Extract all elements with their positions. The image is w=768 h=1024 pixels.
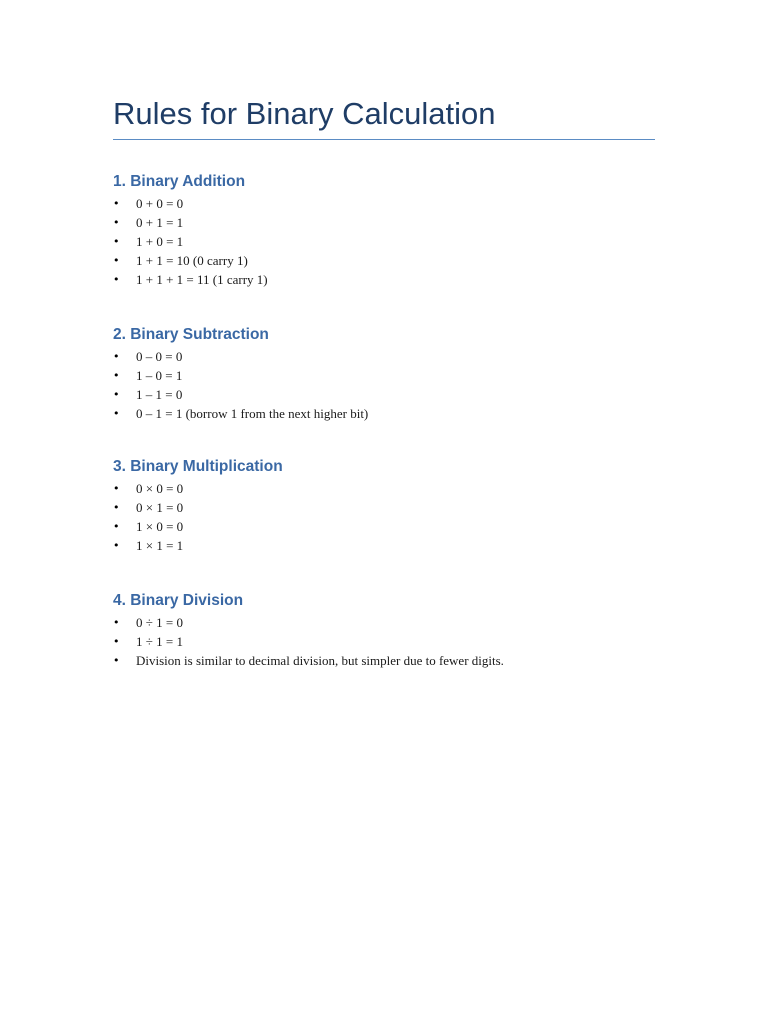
bullet-icon: • bbox=[113, 350, 120, 363]
bullet-icon: • bbox=[113, 654, 120, 667]
bullet-icon: • bbox=[113, 369, 120, 382]
section-heading: 3. Binary Multiplication bbox=[113, 458, 283, 475]
rule-text: 1 × 0 = 0 bbox=[136, 519, 184, 534]
rule-list bbox=[113, 613, 673, 670]
list-item bbox=[113, 194, 673, 213]
bullet-icon: • bbox=[113, 539, 120, 552]
rule-text: 1 ÷ 1 = 1 bbox=[136, 634, 183, 649]
section-binary-division bbox=[113, 591, 673, 670]
list-item bbox=[113, 213, 673, 232]
list-item bbox=[113, 232, 673, 251]
list-item bbox=[113, 270, 673, 289]
rule-text: 1 × 1 = 1 bbox=[136, 538, 184, 553]
rule-text: 0 × 1 = 0 bbox=[136, 500, 184, 515]
list-item bbox=[113, 404, 673, 423]
bullet-icon: • bbox=[113, 235, 120, 248]
rule-text: 0 + 0 = 0 bbox=[136, 196, 184, 211]
bullet-icon: • bbox=[113, 254, 120, 267]
rule-text: 0 – 0 = 0 bbox=[136, 349, 183, 364]
rule-text: 1 – 1 = 0 bbox=[136, 387, 183, 402]
list-item bbox=[113, 347, 673, 366]
rule-text: 0 – 1 = 1 (borrow 1 from the next higher bit) bbox=[136, 406, 369, 421]
rule-text: 1 + 1 = 10 (0 carry 1) bbox=[136, 253, 248, 268]
bullet-icon: • bbox=[113, 407, 120, 420]
bullet-icon: • bbox=[113, 216, 120, 229]
bullet-icon: • bbox=[113, 635, 120, 648]
list-item bbox=[113, 651, 673, 670]
title-divider bbox=[113, 139, 655, 140]
rule-text: 0 + 1 = 1 bbox=[136, 215, 184, 230]
rule-list bbox=[113, 194, 673, 289]
section-heading: 1. Binary Addition bbox=[113, 173, 246, 190]
list-item bbox=[113, 479, 673, 498]
bullet-icon: • bbox=[113, 520, 120, 533]
list-item bbox=[113, 613, 673, 632]
rule-text: 1 + 1 + 1 = 11 (1 carry 1) bbox=[136, 272, 268, 287]
rule-list bbox=[113, 347, 673, 423]
rule-text: 1 – 0 = 1 bbox=[136, 368, 183, 383]
list-item bbox=[113, 251, 673, 270]
bullet-icon: • bbox=[113, 388, 120, 401]
section-binary-subtraction bbox=[113, 325, 673, 423]
list-item bbox=[113, 498, 673, 517]
rule-text: Division is similar to decimal division, but simpler due to fewer digits. bbox=[136, 653, 504, 668]
rule-text: 1 + 0 = 1 bbox=[136, 234, 184, 249]
bullet-icon: • bbox=[113, 197, 120, 210]
bullet-icon: • bbox=[113, 482, 120, 495]
list-item bbox=[113, 632, 673, 651]
section-binary-multiplication bbox=[113, 457, 673, 555]
rule-text: 0 × 0 = 0 bbox=[136, 481, 184, 496]
bullet-icon: • bbox=[113, 501, 120, 514]
list-item bbox=[113, 366, 673, 385]
rule-list bbox=[113, 479, 673, 555]
section-heading: 4. Binary Division bbox=[113, 592, 244, 609]
section-binary-addition bbox=[113, 172, 673, 289]
list-item bbox=[113, 517, 673, 536]
list-item bbox=[113, 536, 673, 555]
bullet-icon: • bbox=[113, 616, 120, 629]
bullet-icon: • bbox=[113, 273, 120, 286]
page-title: Rules for Binary Calculation bbox=[113, 96, 496, 131]
rule-text: 0 ÷ 1 = 0 bbox=[136, 615, 183, 630]
section-heading: 2. Binary Subtraction bbox=[113, 326, 269, 343]
list-item bbox=[113, 385, 673, 404]
